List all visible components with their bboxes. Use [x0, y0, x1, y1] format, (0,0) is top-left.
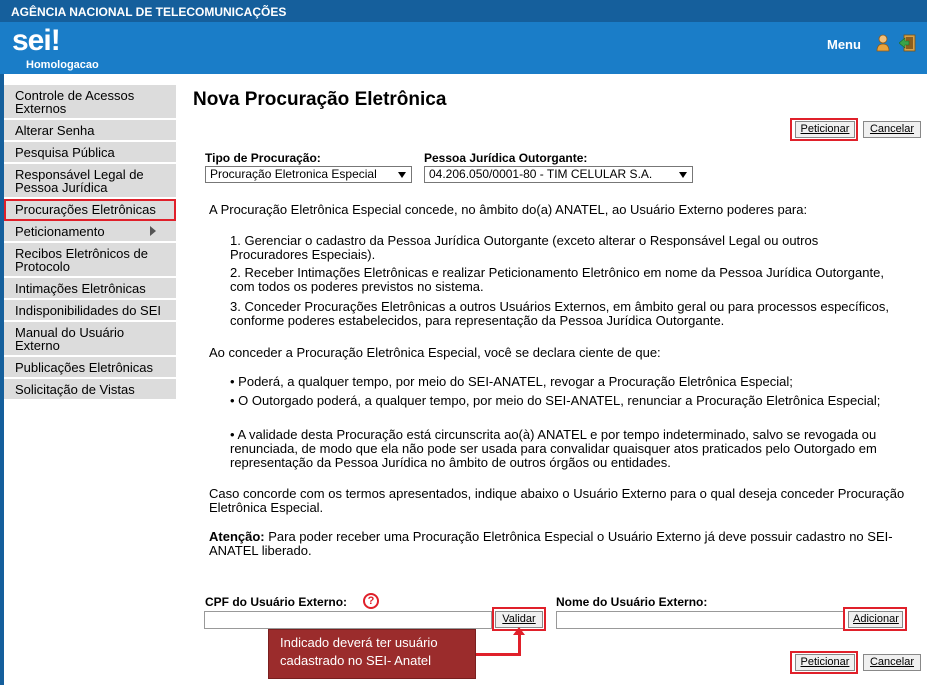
declare-text: Ao conceder a Procuração Eletrônica Especial, você se declara ciente de que: — [209, 345, 661, 360]
callout-connector — [476, 653, 520, 656]
user-icon[interactable] — [876, 34, 890, 52]
sidebar-menu — [4, 85, 176, 401]
header — [0, 22, 927, 74]
peticionar-button-bottom[interactable]: Peticionar — [795, 654, 855, 671]
chevron-right-icon — [150, 226, 156, 236]
help-icon[interactable]: ? — [363, 593, 379, 609]
validar-button[interactable]: Validar — [495, 611, 543, 628]
sidebar-item-controle-acessos[interactable]: Controle de Acessos Externos — [4, 85, 176, 120]
environment-label: Homologacao — [26, 59, 99, 71]
sidebar-item-recibos[interactable]: Recibos Eletrônicos de Protocolo — [4, 243, 176, 278]
cancelar-button-bottom[interactable]: Cancelar — [863, 654, 921, 671]
sidebar-item-indisponibilidades[interactable]: Indisponibilidades do SEI — [4, 300, 176, 322]
sidebar-item-responsavel-legal[interactable]: Responsável Legal de Pessoa Jurídica — [4, 164, 176, 199]
sidebar-item-solicitacao-vistas[interactable]: Solicitação de Vistas — [4, 379, 176, 401]
callout-box — [268, 629, 476, 679]
sidebar-item-intimacoes[interactable]: Intimações Eletrônicas — [4, 278, 176, 300]
callout-connector — [518, 633, 521, 656]
sidebar-item-publicacoes[interactable]: Publicações Eletrônicas — [4, 357, 176, 379]
peticionar-button-top[interactable]: Peticionar — [795, 121, 855, 138]
tipo-procuracao-select[interactable]: Procuração Eletronica Especial — [205, 166, 412, 183]
callout-text: Indicado deverá ter usuário cadastrado no SEI- Anatel — [280, 635, 438, 668]
agree-text: Caso concorde com os termos apresentados, indique abaixo o Usuário Externo para o qual deseja conceder Procuração Eletrônica Especial. — [209, 486, 905, 515]
intro-text: A Procuração Eletrônica Especial concede, no âmbito do(a) ANATEL, ao Usuário Externo poderes para: — [209, 202, 808, 217]
sidebar-item-alterar-senha[interactable]: Alterar Senha — [4, 120, 176, 142]
tipo-procuracao-label: Tipo de Procuração: — [205, 151, 321, 165]
chevron-down-icon — [398, 172, 406, 178]
cpf-label: CPF do Usuário Externo: — [205, 595, 348, 609]
menu-button[interactable]: Menu — [827, 37, 861, 52]
cancelar-button-top[interactable]: Cancelar — [863, 121, 921, 138]
arrow-up-icon — [513, 627, 525, 635]
attention-text: Atenção: Para poder receber uma Procuração Eletrônica Especial o Usuário Externo já deve possuir cadastro no SEI-ANATEL liberado. — [209, 529, 893, 558]
page-title: Nova Procuração Eletrônica — [193, 89, 447, 110]
attention-label: Atenção: — [209, 529, 265, 544]
chevron-down-icon — [679, 172, 687, 178]
nome-label: Nome do Usuário Externo: — [556, 595, 708, 609]
org-name: AGÊNCIA NACIONAL DE TELECOMUNICAÇÕES — [11, 5, 287, 19]
sidebar-item-procuracoes[interactable]: Procurações Eletrônicas — [4, 199, 176, 221]
cpf-input[interactable] — [204, 611, 492, 629]
power-3: 3. Conceder Procurações Eletrônicas a outros Usuários Externos, em âmbito geral ou para processos específicos, conforme poderes estabelecidos, para representação da Pessoa Jurídica Outorgante. — [230, 299, 889, 328]
bullet-3: • A validade desta Procuração está circunscrita ao(à) ANATEL e por tempo indeterminado, salvo se revogada ou renunciada, de modo que ela não pode ser usada para convalidar quaisquer atos praticados pelo Outorgado em representação da Pessoa Jurídica no âmbito de outros órgãos ou entidades. — [230, 427, 877, 470]
power-2: 2. Receber Intimações Eletrônicas e realizar Peticionamento Eletrônico em nome da Pessoa Jurídica Outorgante, com todos os poderes previstos no sistema. — [230, 265, 884, 294]
top-bar — [0, 0, 927, 22]
sidebar-item-pesquisa-publica[interactable]: Pesquisa Pública — [4, 142, 176, 164]
adicionar-button[interactable]: Adicionar — [848, 611, 903, 628]
nome-input[interactable] — [556, 611, 844, 629]
pessoa-juridica-label: Pessoa Jurídica Outorgante: — [424, 151, 588, 165]
power-1: 1. Gerenciar o cadastro da Pessoa Jurídica Outorgante (exceto alterar o Responsável Legal ou outros Procuradores Especiais). — [230, 233, 819, 262]
bullet-2: • O Outorgado poderá, a qualquer tempo, por meio do SEI-ANATEL, renunciar a Procuração Eletrônica Especial; — [230, 393, 881, 408]
pessoa-juridica-select[interactable]: 04.206.050/0001-80 - TIM CELULAR S.A. — [424, 166, 693, 183]
sei-logo[interactable]: sei! — [12, 24, 60, 57]
exit-icon[interactable] — [899, 34, 917, 52]
sidebar-item-manual[interactable]: Manual do Usuário Externo — [4, 322, 176, 357]
sidebar-item-peticionamento[interactable]: Peticionamento — [4, 221, 176, 243]
bullet-1: • Poderá, a qualquer tempo, por meio do SEI-ANATEL, revogar a Procuração Eletrônica Especial; — [230, 374, 793, 389]
